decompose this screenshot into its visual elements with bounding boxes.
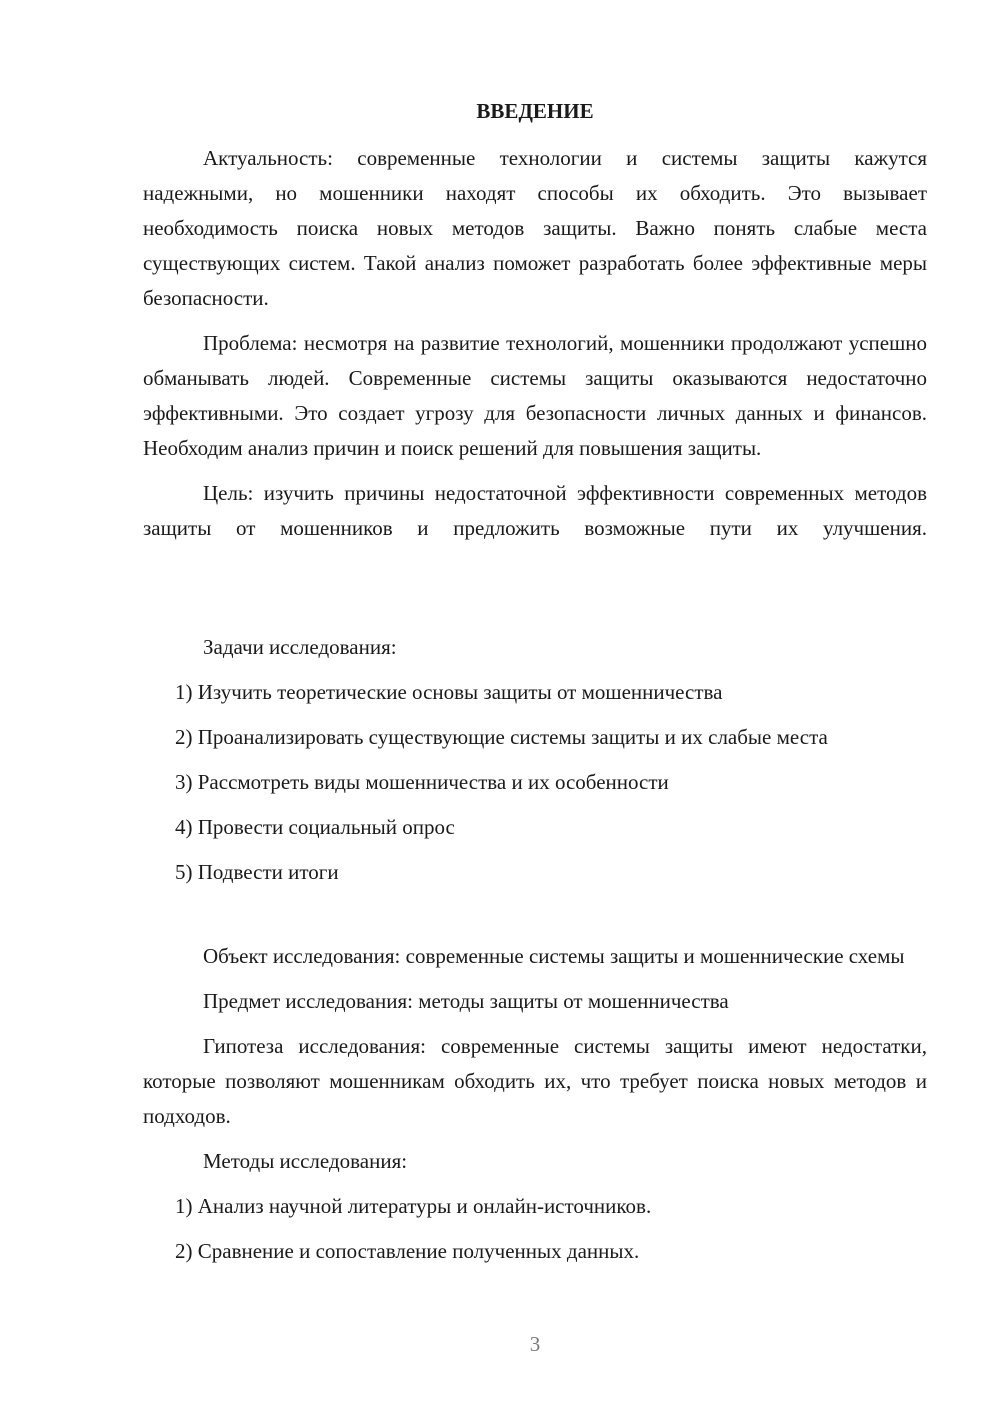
paragraph-tasks-heading: Задачи исследования:	[203, 635, 397, 659]
list-item-task-5: 5) Подвести итоги	[175, 860, 339, 884]
body-text	[143, 141, 927, 546]
paragraph-goal: Цель: изучить причины недостаточной эффективности современных методов защиты от мошенников и предложить возможные пути их улучшения.	[143, 481, 927, 540]
list-item-task-2: 2) Проанализировать существующие системы защиты и их слабые места	[175, 725, 828, 749]
paragraph-subject: Предмет исследования: методы защиты от мошенничества	[203, 989, 729, 1013]
list-item-method-2: 2) Сравнение и сопоставление полученных данных.	[175, 1239, 640, 1263]
list-item-task-1: 1) Изучить теоретические основы защиты от мошенничества	[175, 680, 723, 704]
paragraph-methods-heading: Методы исследования:	[203, 1149, 408, 1173]
section-title: ВВЕДЕНИЕ	[476, 99, 594, 123]
paragraph-relevance: Актуальность: современные технологии и системы защиты кажутся надежными, но мошенники находят способы их обходить. Это вызывает необходимость поиска новых методов защиты. Важно понять слабые места существующих систем. Такой анализ поможет разработать более эффективные меры безопасности.	[143, 146, 927, 310]
list-item-task-3: 3) Рассмотреть виды мошенничества и их особенности	[175, 770, 669, 794]
paragraph-hypothesis: Гипотеза исследования: современные системы защиты имеют недостатки, которые позволяют мошенникам обходить их, что требует поиска новых методов и подходов.	[143, 1034, 927, 1128]
list-item-method-1: 1) Анализ научной литературы и онлайн-источников.	[175, 1194, 652, 1218]
paragraph-object: Объект исследования: современные системы защиты и мошеннические схемы	[203, 944, 905, 968]
research-block	[143, 939, 927, 1269]
tasks-block	[143, 630, 927, 890]
page-number: 3	[529, 1332, 541, 1356]
list-item-task-4: 4) Провести социальный опрос	[175, 815, 455, 839]
paragraph-problem: Проблема: несмотря на развитие технологий, мошенники продолжают успешно обманывать людей. Современные системы защиты оказываются недостаточно эффективными. Это создает угрозу для безопасности личных данных и финансов. Необходим анализ причин и поиск решений для повышения защиты.	[143, 331, 927, 460]
